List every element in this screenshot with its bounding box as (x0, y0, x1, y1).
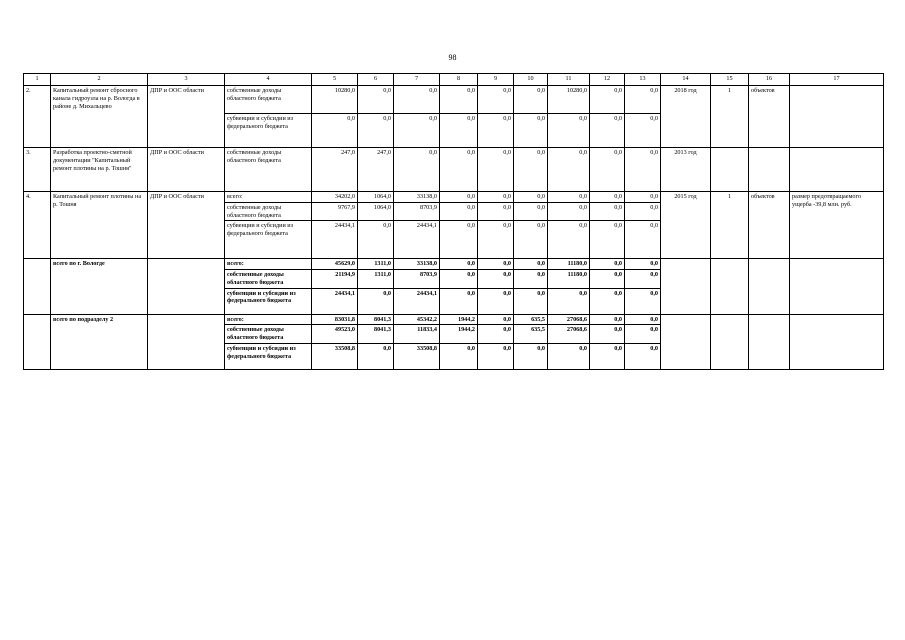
amount-cell: 11180,0 (548, 270, 590, 289)
amount-cell: 0,0 (478, 192, 514, 203)
amount-cell: 0,0 (590, 325, 625, 344)
amount-cell: 0,0 (478, 86, 514, 114)
amount-cell: 0,0 (478, 202, 514, 221)
amount-cell: 247,0 (358, 148, 394, 192)
amount-cell: 11180,0 (548, 259, 590, 270)
column-header: 15 (711, 74, 749, 86)
quantity: 1 (711, 192, 749, 259)
amount-cell: 0,0 (625, 202, 661, 221)
amount-cell: 0,0 (358, 288, 394, 314)
amount-cell: 0,0 (478, 288, 514, 314)
column-header: 13 (625, 74, 661, 86)
amount-cell: 0,0 (478, 343, 514, 369)
amount-cell: 0,0 (625, 270, 661, 289)
amount-cell: 33138,0 (394, 192, 440, 203)
amount-cell: 0,0 (590, 192, 625, 203)
amount-cell: 0,0 (514, 259, 548, 270)
blank-cell (148, 314, 225, 369)
funding-source: собственные доходы областного бюджета (225, 202, 312, 221)
amount-cell: 0,0 (358, 343, 394, 369)
amount-cell: 0,0 (394, 86, 440, 114)
column-header: 17 (790, 74, 884, 86)
amount-cell: 0,0 (548, 202, 590, 221)
amount-cell: 0,0 (625, 114, 661, 148)
deadline: 2013 год (661, 148, 711, 192)
column-header: 2 (51, 74, 148, 86)
amount-cell: 0,0 (514, 221, 548, 259)
amount-cell: 0,0 (625, 314, 661, 325)
total-title: всего по подразделу 2 (51, 314, 148, 369)
amount-cell: 0,0 (590, 259, 625, 270)
amount-cell: 34202,0 (312, 192, 358, 203)
amount-cell: 33138,0 (394, 259, 440, 270)
amount-cell: 0,0 (548, 192, 590, 203)
amount-cell: 0,0 (478, 114, 514, 148)
amount-cell: 0,0 (548, 148, 590, 192)
header-row (24, 74, 884, 86)
blank-cell (711, 314, 749, 369)
quantity: 1 (711, 86, 749, 148)
executor: ДПР и ООС области (148, 192, 225, 259)
amount-cell: 0,0 (590, 314, 625, 325)
amount-cell: 0,0 (590, 114, 625, 148)
amount-cell: 0,0 (590, 270, 625, 289)
effect (790, 148, 884, 192)
amount-cell: 635,5 (514, 325, 548, 344)
amount-cell: 0,0 (514, 288, 548, 314)
funding-source: субвенции и субсидии из федерального бюджета (225, 343, 312, 369)
quantity (711, 148, 749, 192)
amount-cell: 24434,1 (394, 221, 440, 259)
amount-cell: 0,0 (478, 325, 514, 344)
column-header: 12 (590, 74, 625, 86)
amount-cell: 24434,1 (394, 288, 440, 314)
table-row (24, 86, 884, 114)
amount-cell: 0,0 (478, 270, 514, 289)
amount-cell: 24434,1 (312, 221, 358, 259)
amount-cell: 8041,3 (358, 325, 394, 344)
amount-cell: 24434,1 (312, 288, 358, 314)
amount-cell: 635,5 (514, 314, 548, 325)
amount-cell: 0,0 (478, 221, 514, 259)
amount-cell: 0,0 (590, 221, 625, 259)
amount-cell: 1311,0 (358, 270, 394, 289)
amount-cell: 0,0 (514, 343, 548, 369)
column-header: 9 (478, 74, 514, 86)
funding-source: субвенции и субсидии из федерального бюджета (225, 114, 312, 148)
funding-source: всего: (225, 192, 312, 203)
row-number: 3. (24, 148, 51, 192)
column-header: 1 (24, 74, 51, 86)
blank-cell (24, 314, 51, 369)
amount-cell: 0,0 (625, 325, 661, 344)
measure-name: Разработка проектно-сметной документации "Капитальный ремонт плотины на р. Тошня" (51, 148, 148, 192)
amount-cell: 0,0 (358, 114, 394, 148)
amount-cell: 0,0 (440, 221, 478, 259)
amount-cell: 8703,9 (394, 202, 440, 221)
amount-cell: 0,0 (440, 192, 478, 203)
column-header: 7 (394, 74, 440, 86)
deadline: 2015 год (661, 192, 711, 259)
amount-cell: 0,0 (590, 343, 625, 369)
amount-cell: 45629,0 (312, 259, 358, 270)
amount-cell: 0,0 (625, 86, 661, 114)
page-number: 98 (448, 53, 457, 62)
funding-source: собственные доходы областного бюджета (225, 325, 312, 344)
funding-source: всего: (225, 314, 312, 325)
amount-cell: 1064,0 (358, 192, 394, 203)
amount-cell: 49523,0 (312, 325, 358, 344)
amount-cell: 0,0 (548, 221, 590, 259)
amount-cell: 0,0 (590, 148, 625, 192)
column-header: 16 (749, 74, 790, 86)
column-header: 14 (661, 74, 711, 86)
column-header: 6 (358, 74, 394, 86)
funding-source: собственные доходы областного бюджета (225, 86, 312, 114)
amount-cell: 0,0 (514, 270, 548, 289)
column-header: 11 (548, 74, 590, 86)
measure-name: Капитальный ремонт сбросного канала гидроузла на р. Вологда в районе д. Михальцево (51, 86, 148, 148)
blank-cell (790, 314, 884, 369)
amount-cell: 0,0 (440, 259, 478, 270)
amount-cell: 0,0 (514, 86, 548, 114)
amount-cell: 0,0 (440, 202, 478, 221)
amount-cell: 21194,9 (312, 270, 358, 289)
amount-cell: 0,0 (478, 259, 514, 270)
amount-cell: 0,0 (590, 202, 625, 221)
table-row (24, 148, 884, 192)
blank-cell (711, 259, 749, 314)
executor: ДПР и ООС области (148, 148, 225, 192)
funding-source: собственные доходы областного бюджета (225, 270, 312, 289)
table-body (24, 74, 884, 370)
amount-cell: 33508,8 (312, 343, 358, 369)
amount-cell: 0,0 (625, 148, 661, 192)
measure-name: Капитальный ремонт плотины на р. Тошня (51, 192, 148, 259)
effect: размер предотвращаемого ущерба -39,8 млн. руб. (790, 192, 884, 259)
blank-cell (24, 259, 51, 314)
amount-cell: 0,0 (625, 221, 661, 259)
amount-cell: 10280,0 (312, 86, 358, 114)
unit: объектов (749, 192, 790, 259)
unit: объектов (749, 86, 790, 148)
funding-source: всего: (225, 259, 312, 270)
amount-cell: 247,0 (312, 148, 358, 192)
column-header: 10 (514, 74, 548, 86)
amount-cell: 0,0 (514, 148, 548, 192)
amount-cell: 0,0 (478, 148, 514, 192)
effect (790, 86, 884, 148)
amount-cell: 0,0 (514, 114, 548, 148)
amount-cell: 11833,4 (394, 325, 440, 344)
row-number: 4. (24, 192, 51, 259)
row-number: 2. (24, 86, 51, 148)
blank-cell (661, 314, 711, 369)
amount-cell: 0,0 (440, 114, 478, 148)
amount-cell: 27068,6 (548, 314, 590, 325)
amount-cell: 0,0 (440, 288, 478, 314)
amount-cell: 0,0 (625, 259, 661, 270)
amount-cell: 0,0 (548, 288, 590, 314)
blank-cell (749, 314, 790, 369)
amount-cell: 1944,2 (440, 314, 478, 325)
amount-cell: 0,0 (440, 343, 478, 369)
column-header: 5 (312, 74, 358, 86)
amount-cell: 0,0 (358, 221, 394, 259)
amount-cell: 83031,8 (312, 314, 358, 325)
amount-cell: 27068,6 (548, 325, 590, 344)
amount-cell: 0,0 (394, 148, 440, 192)
amount-cell: 0,0 (514, 192, 548, 203)
amount-cell: 0,0 (394, 114, 440, 148)
amount-cell: 0,0 (358, 86, 394, 114)
amount-cell: 8041,3 (358, 314, 394, 325)
amount-cell: 33508,8 (394, 343, 440, 369)
column-header: 4 (225, 74, 312, 86)
amount-cell: 0,0 (590, 86, 625, 114)
total-row (24, 314, 884, 325)
amount-cell: 1311,0 (358, 259, 394, 270)
funding-table (23, 73, 884, 370)
amount-cell: 0,0 (625, 343, 661, 369)
amount-cell: 0,0 (440, 270, 478, 289)
total-title: всего по г. Вологде (51, 259, 148, 314)
amount-cell: 0,0 (625, 192, 661, 203)
amount-cell: 0,0 (514, 202, 548, 221)
unit (749, 148, 790, 192)
column-header: 3 (148, 74, 225, 86)
amount-cell: 1064,0 (358, 202, 394, 221)
funding-source: собственные доходы областного бюджета (225, 148, 312, 192)
blank-cell (661, 259, 711, 314)
column-header: 8 (440, 74, 478, 86)
amount-cell: 8703,9 (394, 270, 440, 289)
amount-cell: 45342,2 (394, 314, 440, 325)
amount-cell: 1944,2 (440, 325, 478, 344)
amount-cell: 0,0 (548, 343, 590, 369)
blank-cell (148, 259, 225, 314)
amount-cell: 0,0 (478, 314, 514, 325)
amount-cell: 9767,9 (312, 202, 358, 221)
amount-cell: 0,0 (440, 148, 478, 192)
amount-cell: 0,0 (548, 114, 590, 148)
amount-cell: 0,0 (312, 114, 358, 148)
blank-cell (749, 259, 790, 314)
funding-source: субвенции и субсидии из федерального бюджета (225, 288, 312, 314)
total-row (24, 259, 884, 270)
amount-cell: 0,0 (440, 86, 478, 114)
amount-cell: 0,0 (625, 288, 661, 314)
executor: ДПР и ООС области (148, 86, 225, 148)
amount-cell: 0,0 (590, 288, 625, 314)
deadline: 2018 год (661, 86, 711, 148)
table-row (24, 192, 884, 203)
blank-cell (790, 259, 884, 314)
funding-source: субвенции и субсидии из федерального бюджета (225, 221, 312, 259)
amount-cell: 10280,0 (548, 86, 590, 114)
